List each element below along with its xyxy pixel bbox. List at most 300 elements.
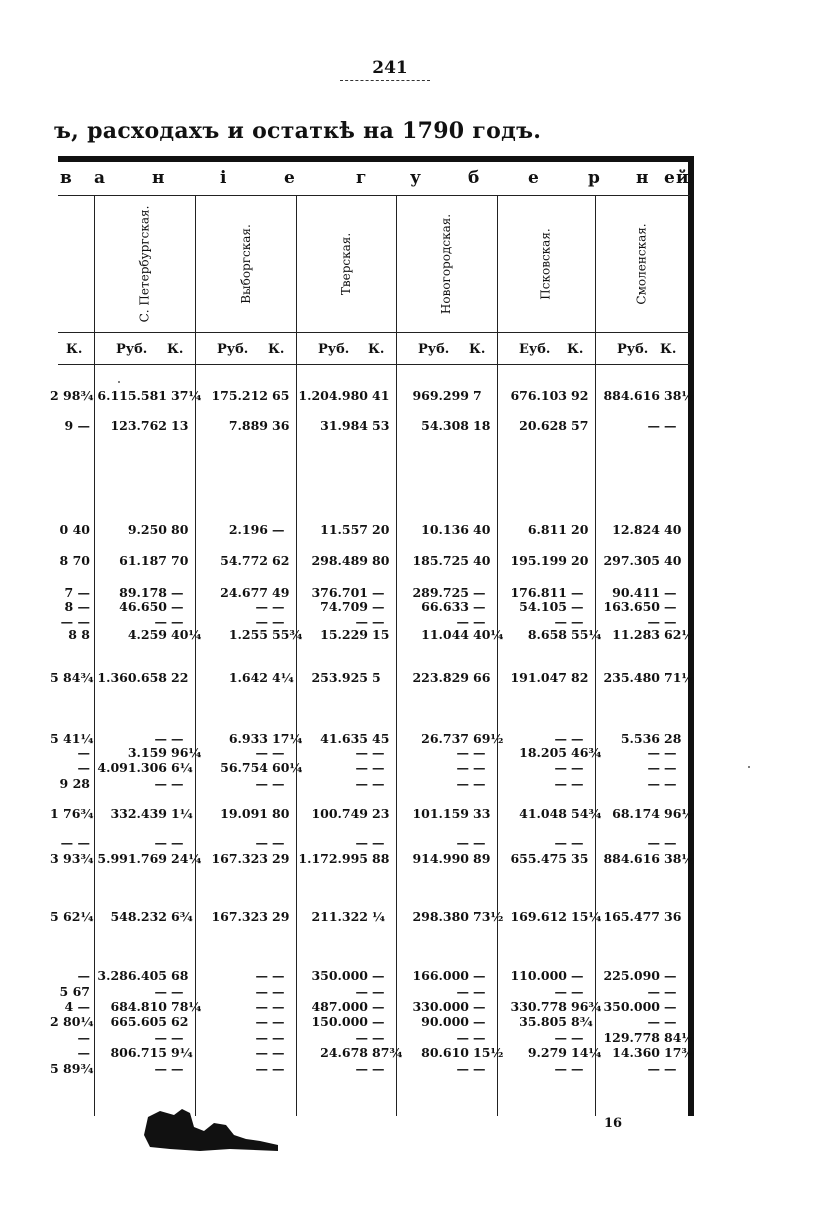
kopeks-value: 40¼ [473, 627, 504, 642]
kopeks-value: — [171, 776, 184, 791]
rubles-value: — [255, 984, 268, 999]
kopeks-value: 78¼ [171, 999, 202, 1014]
rubles-value: 225.090 [603, 968, 660, 983]
left-cut-value: 2 80¼ [50, 1014, 94, 1029]
page-number-rule [340, 80, 430, 81]
rubles-value: 487.000 [311, 999, 368, 1014]
left-cut-value: 0 40 [59, 522, 90, 537]
rubles-value: 8.658 [527, 627, 567, 642]
unit-kopeks: К. [368, 342, 385, 357]
kopeks-value: 29 [272, 851, 290, 866]
kopeks-value: 14¼ [571, 1045, 602, 1060]
column-header [94, 196, 195, 332]
kopeks-value: — [272, 745, 285, 760]
rubles-value: — [456, 1030, 469, 1045]
kopeks-value: — [272, 835, 285, 850]
left-cut-value: 8 — [64, 599, 90, 614]
column-header [595, 196, 688, 332]
left-cut-value: — — [60, 835, 90, 850]
rubles-value: 14.360 [612, 1045, 660, 1060]
kopeks-value: — [372, 1030, 385, 1045]
kopeks-value: — [272, 1030, 285, 1045]
rubles-value: 1.204.980 [298, 388, 368, 403]
kopeks-value: — [664, 968, 677, 983]
rubles-value: 100.749 [311, 806, 368, 821]
column-header-label: Тверская. [339, 232, 353, 296]
rubles-value: 150.000 [311, 1014, 368, 1029]
rubles-value: 129.778 [603, 1030, 660, 1045]
column-header-label: Смоленская. [634, 223, 649, 305]
left-cut-value: 5 41¼ [50, 731, 94, 746]
rubles-value: — [255, 1061, 268, 1076]
unit-rubles: Руб. [318, 342, 350, 357]
table-row [0, 388, 831, 406]
rubles-value: — [255, 614, 268, 629]
rubles-value: 330.000 [412, 999, 469, 1014]
unit-kopeks: К. [660, 342, 677, 357]
rubles-value: — [456, 614, 469, 629]
kopeks-value: 68 [171, 968, 189, 983]
rubles-value: — [355, 1030, 368, 1045]
kopeks-value: 40 [473, 553, 491, 568]
kopeks-value: 96¾ [571, 999, 602, 1014]
rubles-value: 176.811 [510, 585, 567, 600]
rubles-value: 10.136 [421, 522, 469, 537]
kopeks-value: 80 [171, 522, 189, 537]
spaced-letter: е [284, 168, 295, 188]
kopeks-value: 92 [571, 388, 589, 403]
left-cut-value: 1 76¾ [50, 806, 94, 821]
rubles-value: 6.933 [228, 731, 268, 746]
rubles-value: 19.091 [220, 806, 268, 821]
rubles-value: 12.824 [612, 522, 660, 537]
rubles-value: — [647, 614, 660, 629]
kopeks-value: 17¾ [664, 1045, 695, 1060]
kopeks-value: 80 [272, 806, 290, 821]
rubles-value: — [154, 731, 167, 746]
left-cut-value: 7 — [64, 585, 90, 600]
rubles-value: — [355, 984, 368, 999]
rubles-value: 80.610 [421, 1045, 469, 1060]
spaced-letter: н [636, 168, 649, 188]
left-cut-value: 4 — [64, 999, 90, 1014]
rubles-value: — [255, 1014, 268, 1029]
spaced-letter: н [152, 168, 165, 188]
kopeks-value: — [372, 585, 385, 600]
rubles-value: 185.725 [412, 553, 469, 568]
rubles-value: — [647, 776, 660, 791]
rubles-value: — [255, 1045, 268, 1060]
kopeks-value: — [372, 745, 385, 760]
kopeks-value: — [171, 599, 184, 614]
kopeks-value: 82 [571, 670, 589, 685]
rubles-value: — [154, 1061, 167, 1076]
rubles-value: — [154, 776, 167, 791]
unit-rubles: Руб. [418, 342, 450, 357]
kopeks-value: — [664, 999, 677, 1014]
rubles-value: — [554, 731, 567, 746]
kopeks-value: — [171, 585, 184, 600]
kopeks-value: 22 [171, 670, 189, 685]
left-cut-value: — [77, 760, 90, 775]
rubles-value: 9.279 [527, 1045, 567, 1060]
rubles-value: 166.000 [412, 968, 469, 983]
rubles-value: 297.305 [603, 553, 660, 568]
rubles-value: 1.642 [228, 670, 268, 685]
kopeks-value: — [171, 1061, 184, 1076]
rubles-value: 5.536 [620, 731, 660, 746]
kopeks-value: — [272, 984, 285, 999]
kopeks-value: 73½ [473, 909, 504, 924]
table-row [0, 806, 831, 824]
table-row [0, 776, 831, 794]
rubles-value: 66.633 [421, 599, 469, 614]
kopeks-value: — [571, 1030, 584, 1045]
rubles-value: 163.650 [603, 599, 660, 614]
kopeks-value: 88 [372, 851, 390, 866]
kopeks-value: — [272, 1014, 285, 1029]
rubles-value: — [355, 776, 368, 791]
rubles-value: — [554, 614, 567, 629]
rubles-value: 167.323 [211, 909, 268, 924]
rubles-value: 35.805 [519, 1014, 567, 1029]
rubles-value: 4.259 [127, 627, 167, 642]
table-row [0, 851, 831, 869]
kopeks-value: 53 [372, 418, 390, 433]
kopeks-value: — [372, 984, 385, 999]
rubles-value: — [154, 614, 167, 629]
kopeks-value: 37¼ [171, 388, 202, 403]
kopeks-value: 29 [272, 909, 290, 924]
rubles-value: 56.754 [220, 760, 268, 775]
kopeks-value: 84½ [664, 1030, 695, 1045]
kopeks-value: 57 [571, 418, 589, 433]
rubles-value: 90.411 [612, 585, 660, 600]
kopeks-value: 41 [372, 388, 390, 403]
left-cut-value: — [77, 745, 90, 760]
kopeks-value: 7 [473, 388, 482, 403]
table-row [0, 670, 831, 688]
column-header-label: Псковская. [539, 228, 553, 300]
rubles-value: — [554, 984, 567, 999]
kopeks-value: — [571, 968, 584, 983]
unit-kopeks: К. [167, 342, 184, 357]
kopeks-value: 20 [571, 522, 589, 537]
rubles-value: 5.991.769 [97, 851, 167, 866]
table-top-rule [58, 156, 694, 162]
kopeks-value: 8¾ [571, 1014, 593, 1029]
left-cut-value: — [77, 968, 90, 983]
rubles-value: — [647, 1061, 660, 1076]
kopeks-value: — [272, 614, 285, 629]
rubles-value: 3.286.405 [97, 968, 167, 983]
rubles-value: 54.772 [220, 553, 268, 568]
kopeks-value: 66 [473, 670, 491, 685]
spaced-letter: і [220, 168, 227, 188]
kopeks-value: — [571, 984, 584, 999]
rubles-value: 11.044 [421, 627, 469, 642]
rubles-value: 684.810 [110, 999, 167, 1014]
left-cut-value: 2 98¾ [50, 388, 94, 403]
kopeks-value: 60¼ [272, 760, 303, 775]
rubles-value: 175.212 [211, 388, 268, 403]
kopeks-value: 89 [473, 851, 491, 866]
rubles-value: 41.635 [320, 731, 368, 746]
rubles-value: — [647, 760, 660, 775]
spaced-letter: у [410, 168, 421, 188]
rubles-value: 167.323 [211, 851, 268, 866]
kopeks-value: — [473, 835, 486, 850]
kopeks-value: 15½ [473, 1045, 504, 1060]
rubles-value: 7.889 [228, 418, 268, 433]
kopeks-value: — [272, 776, 285, 791]
kopeks-value: 40 [664, 522, 682, 537]
kopeks-value: — [473, 585, 486, 600]
rubles-value: — [355, 614, 368, 629]
rubles-value: 914.990 [412, 851, 469, 866]
kopeks-value: — [664, 760, 677, 775]
rubles-value: — [456, 760, 469, 775]
spaced-letter: г [356, 168, 367, 188]
table-row [0, 522, 831, 540]
kopeks-value: — [272, 1045, 285, 1060]
kopeks-value: — [664, 745, 677, 760]
speck [118, 381, 120, 383]
spaced-letter: й. [676, 168, 695, 188]
rubles-value: 18.205 [519, 745, 567, 760]
kopeks-value: 6¼ [171, 760, 193, 775]
kopeks-value: 40 [664, 553, 682, 568]
rubles-value: — [647, 418, 660, 433]
kopeks-value: 38¼ [664, 851, 695, 866]
kopeks-value: 69½ [473, 731, 504, 746]
kopeks-value: 36 [272, 418, 290, 433]
left-cut-value: — [77, 1045, 90, 1060]
rubles-value: — [554, 1030, 567, 1045]
kopeks-value: 23 [372, 806, 390, 821]
kopeks-value: — [372, 599, 385, 614]
unit-rubles: Руб. [617, 342, 649, 357]
rubles-value: — [355, 1061, 368, 1076]
kopeks-value: 96¼ [171, 745, 202, 760]
kopeks-value: 49 [272, 585, 290, 600]
left-cut-value: 5 84¾ [50, 670, 94, 685]
rubles-value: 1.255 [228, 627, 268, 642]
kopeks-value: — [664, 984, 677, 999]
rubles-value: 969.299 [412, 388, 469, 403]
rubles-value: 298.489 [311, 553, 368, 568]
kopeks-value: — [571, 835, 584, 850]
kopeks-value: — [473, 599, 486, 614]
rubles-value: — [154, 984, 167, 999]
rubles-value: — [456, 835, 469, 850]
rubles-value: 24.678 [320, 1045, 368, 1060]
rubles-value: 289.725 [412, 585, 469, 600]
rubles-value: — [647, 984, 660, 999]
rubles-value: 330.778 [510, 999, 567, 1014]
spaced-letter: е [664, 168, 675, 188]
left-cut-value: 5 89¾ [50, 1061, 94, 1076]
table-row [0, 1061, 831, 1079]
rubles-value: 676.103 [510, 388, 567, 403]
left-cut-value: 5 62¼ [50, 909, 94, 924]
kopeks-value: 87¾ [372, 1045, 403, 1060]
kopeks-value: 80 [372, 553, 390, 568]
rubles-value: — [554, 1061, 567, 1076]
unit-rubles: Еуб. [519, 342, 551, 357]
column-header [195, 196, 296, 332]
left-cut-value: 9 — [64, 418, 90, 433]
kopeks-value: — [571, 1061, 584, 1076]
rubles-value: 665.605 [110, 1014, 167, 1029]
kopeks-value: 9¼ [171, 1045, 193, 1060]
rubles-value: 884.616 [603, 851, 660, 866]
rubles-value: 11.557 [320, 522, 368, 537]
kopeks-value: — [372, 968, 385, 983]
column-header [296, 196, 396, 332]
rubles-value: 2.196 [228, 522, 268, 537]
kopeks-value: — [372, 776, 385, 791]
rubles-value: 332.439 [110, 806, 167, 821]
kopeks-value: — [473, 760, 486, 775]
rubles-value: 54.105 [519, 599, 567, 614]
kopeks-value: — [171, 731, 184, 746]
kopeks-value: 71¼ [664, 670, 695, 685]
kopeks-value: 40 [473, 522, 491, 537]
kopeks-value: — [664, 1014, 677, 1029]
table-row [0, 909, 831, 927]
rubles-value: 31.984 [320, 418, 368, 433]
kopeks-value: 54¾ [571, 806, 602, 821]
rubles-value: — [154, 1030, 167, 1045]
left-cut-value: 5 67 [59, 984, 90, 999]
rubles-value: 20.628 [519, 418, 567, 433]
rubles-value: 89.178 [119, 585, 167, 600]
column-header-label: Выборгская. [238, 224, 253, 304]
rubles-value: 90.000 [421, 1014, 469, 1029]
kopeks-value: 96¼ [664, 806, 695, 821]
rubles-value: 26.737 [421, 731, 469, 746]
kopeks-value: 17¼ [272, 731, 303, 746]
kopeks-value: 15¼ [571, 909, 602, 924]
rubles-value: — [255, 968, 268, 983]
kopeks-value: 38¼ [664, 388, 695, 403]
kopeks-value: — [571, 599, 584, 614]
left-cut-value: 8 8 [68, 627, 90, 642]
kopeks-value: 62¼ [664, 627, 695, 642]
kopeks-value: — [171, 1030, 184, 1045]
kopeks-value: — [571, 731, 584, 746]
rubles-value: — [255, 599, 268, 614]
unit-rubles: Руб. [116, 342, 148, 357]
rubles-value: 191.047 [510, 670, 567, 685]
kopeks-value: 36 [664, 909, 682, 924]
kopeks-value: — [473, 745, 486, 760]
kopeks-value: 24¼ [171, 851, 202, 866]
rubles-value: — [255, 999, 268, 1014]
table-row [0, 553, 831, 571]
kopeks-value: 45 [372, 731, 390, 746]
spaced-letter: р [588, 168, 600, 188]
unit-kopeks: К. [469, 342, 486, 357]
rubles-value: 211.322 [311, 909, 368, 924]
rubles-value: — [456, 984, 469, 999]
rubles-value: 884.616 [603, 388, 660, 403]
kopeks-value: 1¼ [171, 806, 193, 821]
rubles-value: — [355, 745, 368, 760]
kopeks-value: — [272, 599, 285, 614]
rubles-value: 11.283 [612, 627, 660, 642]
footer-number: 16 [604, 1116, 623, 1131]
left-unit-k: К. [66, 342, 83, 357]
kopeks-value: 13 [171, 418, 189, 433]
table-row [0, 418, 831, 436]
rubles-value: 15.229 [320, 627, 368, 642]
kopeks-value: — [473, 968, 486, 983]
kopeks-value: 18 [473, 418, 491, 433]
rubles-value: — [154, 835, 167, 850]
rubles-value: 1.360.658 [97, 670, 167, 685]
left-cut-value: — [77, 1030, 90, 1045]
kopeks-value: — [664, 776, 677, 791]
kopeks-value: 5 [372, 670, 381, 685]
kopeks-value: 20 [571, 553, 589, 568]
rubles-value: 61.187 [119, 553, 167, 568]
rubles-value: — [647, 745, 660, 760]
rubles-value: — [647, 1014, 660, 1029]
spaced-letter: в [60, 168, 72, 188]
column-header [497, 196, 595, 332]
kopeks-value: — [272, 999, 285, 1014]
rubles-value: 101.159 [412, 806, 469, 821]
kopeks-value: 40¼ [171, 627, 202, 642]
kopeks-value: — [571, 585, 584, 600]
speck [748, 766, 750, 768]
kopeks-value: 20 [372, 522, 390, 537]
page-number: 241 [372, 58, 408, 78]
kopeks-value: 28 [664, 731, 682, 746]
kopeks-value: 55¼ [571, 627, 602, 642]
rubles-value: 253.925 [311, 670, 368, 685]
rubles-value: 41.048 [519, 806, 567, 821]
kopeks-value: — [664, 1061, 677, 1076]
ink-blot [140, 1105, 280, 1153]
rubles-value: — [554, 760, 567, 775]
rubles-value: 350.000 [311, 968, 368, 983]
kopeks-value: — [171, 835, 184, 850]
rubles-value: — [355, 760, 368, 775]
kopeks-value: — [664, 835, 677, 850]
rubles-value: 223.829 [412, 670, 469, 685]
table-row [0, 627, 831, 645]
rubles-value: 195.199 [510, 553, 567, 568]
rubles-value: 806.715 [110, 1045, 167, 1060]
kopeks-value: — [372, 1014, 385, 1029]
rubles-value: — [255, 745, 268, 760]
column-header-label: Новогородская. [439, 213, 454, 315]
rubles-value: 655.475 [510, 851, 567, 866]
rubles-value: 74.709 [320, 599, 368, 614]
rubles-value: — [255, 776, 268, 791]
kopeks-value: — [664, 599, 677, 614]
spaced-letter: е [528, 168, 539, 188]
rubles-value: 235.480 [603, 670, 660, 685]
unit-kopeks: К. [567, 342, 584, 357]
kopeks-value: — [372, 614, 385, 629]
rubles-value: — [456, 745, 469, 760]
rubles-value: 298.380 [412, 909, 469, 924]
kopeks-value: — [473, 1014, 486, 1029]
